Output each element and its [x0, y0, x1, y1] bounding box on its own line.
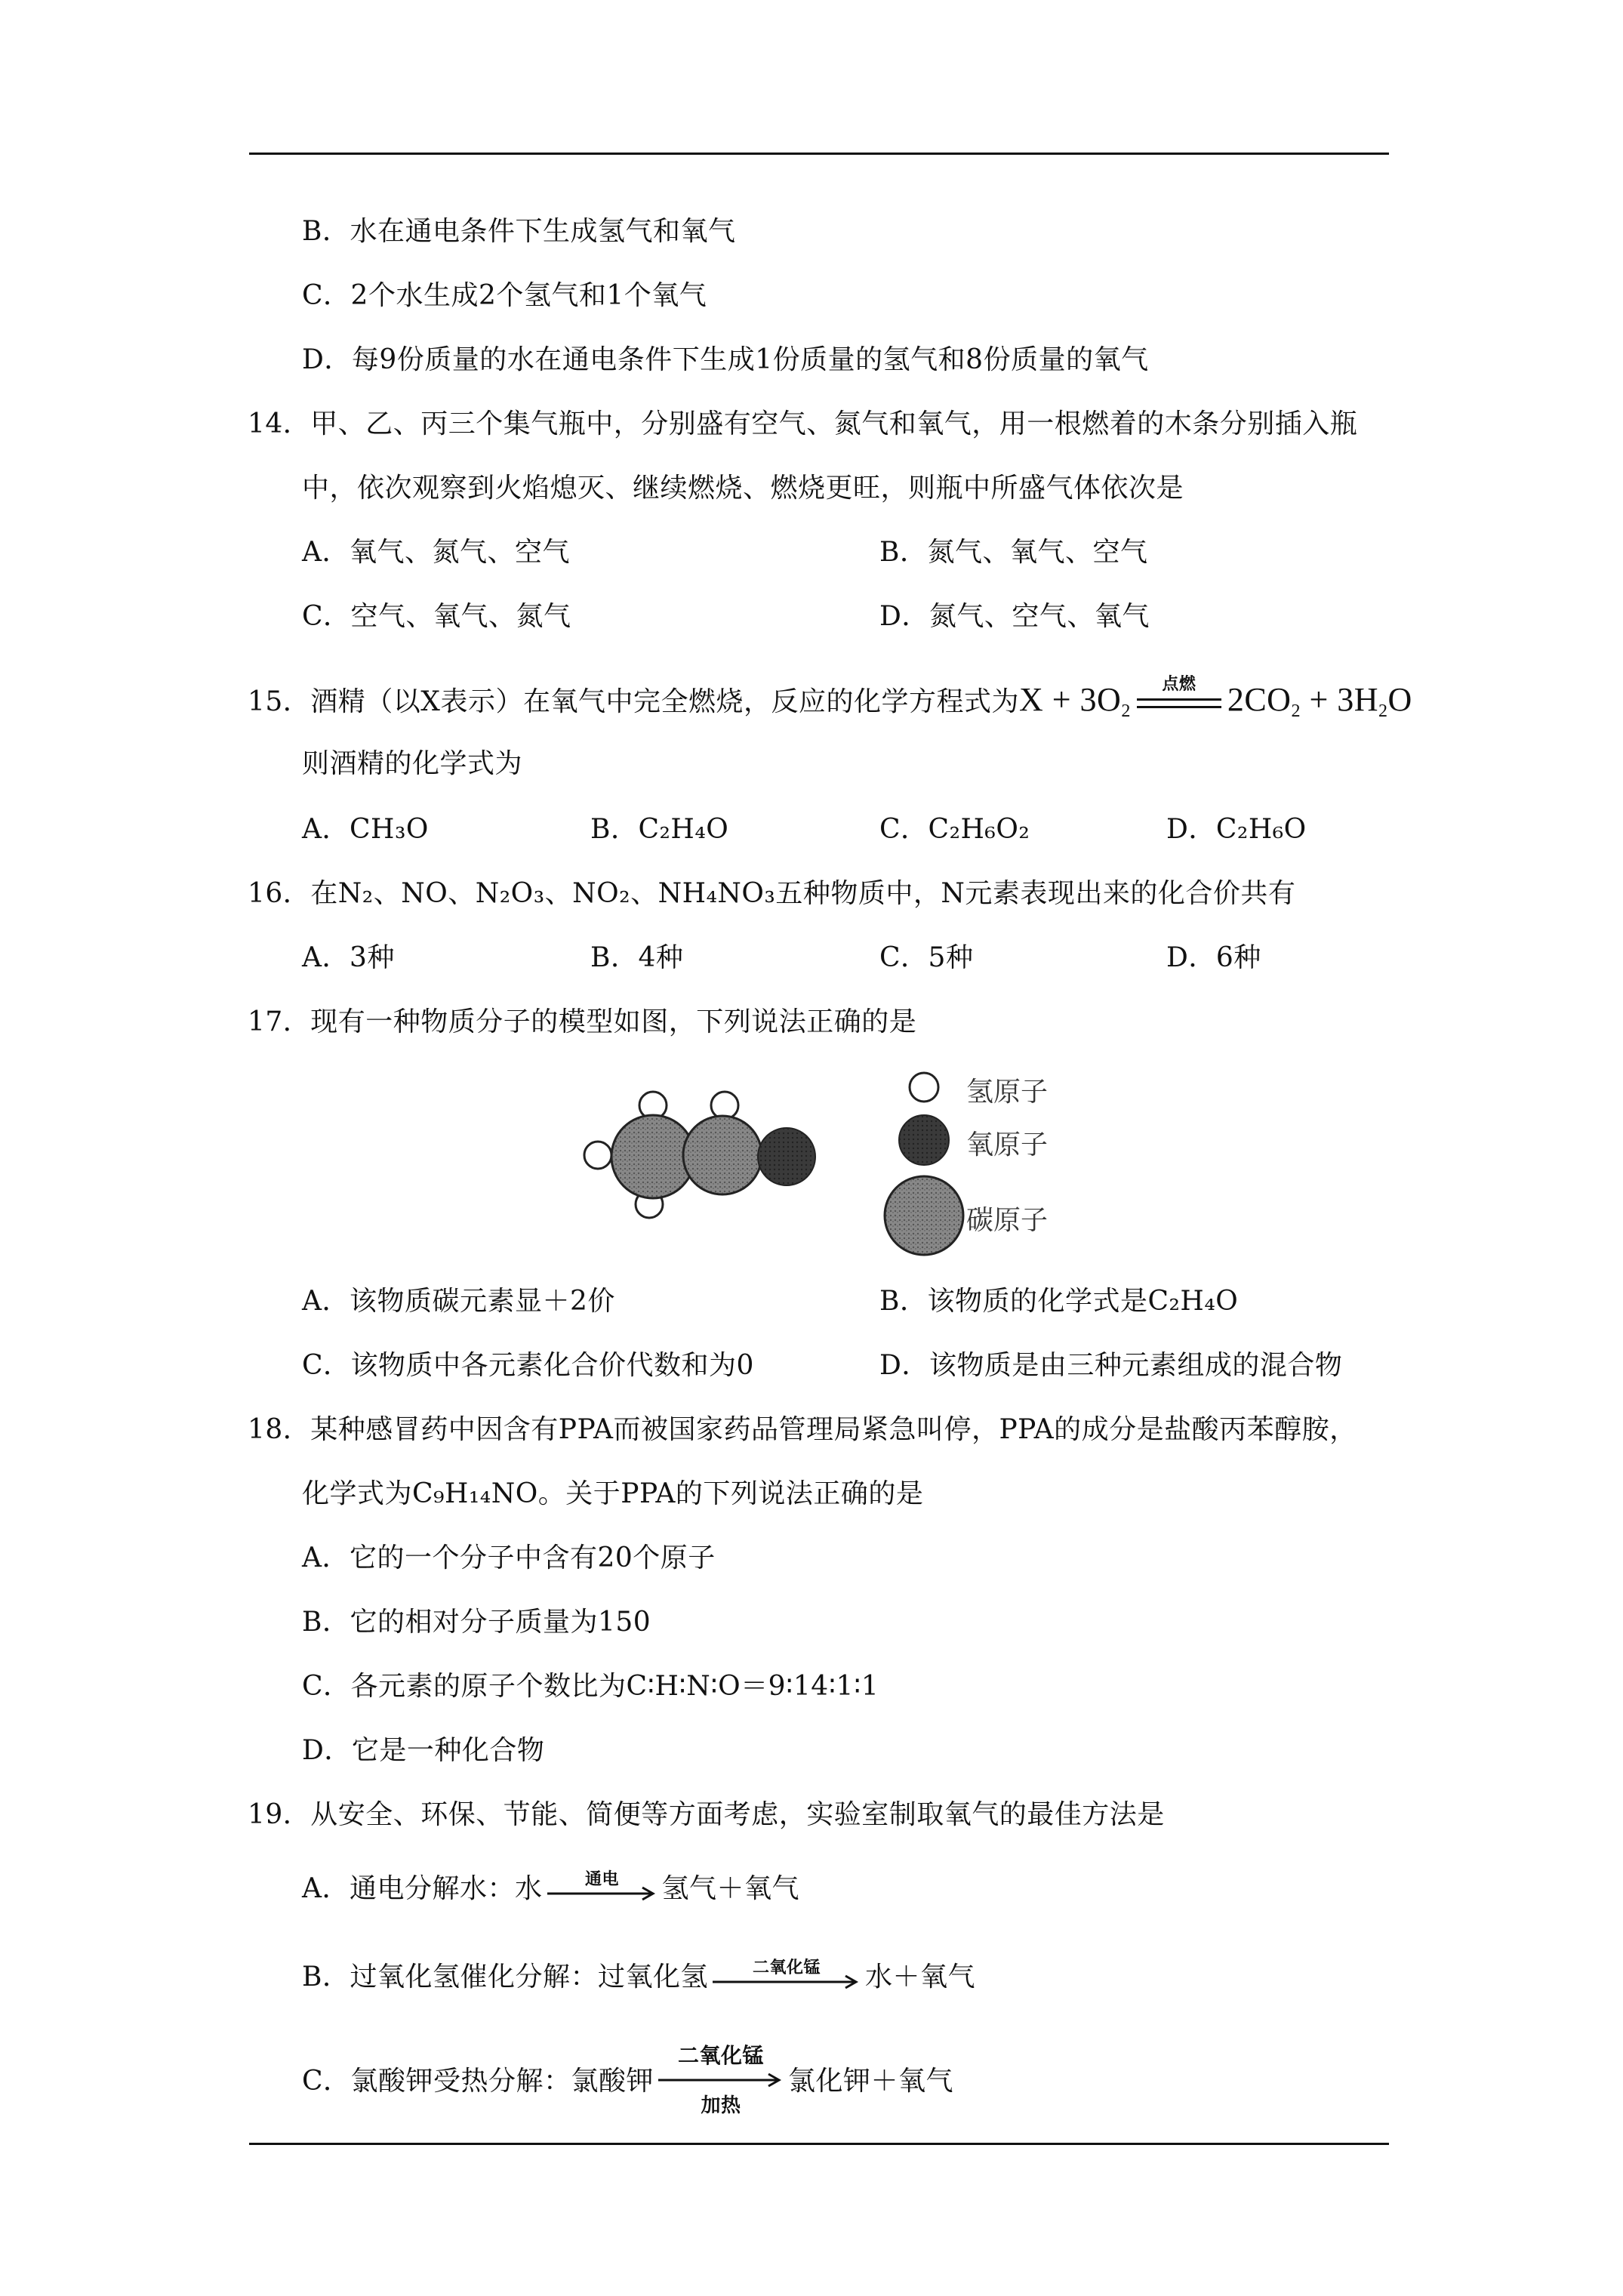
q15-option-b[interactable]: B．C₂H₄O	[590, 814, 729, 845]
q16-option-a[interactable]: A．3种	[302, 942, 395, 973]
option-text: 氯化钾＋氧气	[788, 2066, 954, 2097]
q18-option-a[interactable]: A．它的一个分子中含有20个原子	[302, 1542, 716, 1573]
arrow-icon	[657, 2073, 785, 2088]
q19-option-c[interactable]	[302, 2043, 954, 2117]
q17-option-c[interactable]: C．该物质中各元素化合价代数和为0	[302, 1350, 754, 1381]
header-rule	[249, 153, 1389, 155]
q15-option-a[interactable]: A．CH₃O	[302, 814, 429, 845]
option-text: B．过氧化氢催化分解：过氧化氢	[302, 1962, 708, 1992]
q15-stem-line1	[248, 674, 1412, 721]
q14-option-a[interactable]: A．氧气、氮气、空气	[302, 537, 570, 568]
equation-product-co2: 2CO	[1227, 681, 1292, 718]
atom-legend	[876, 1065, 1102, 1261]
option-text: 2个水生成2个氢气和1个氧气	[350, 280, 707, 311]
equation-reactants: X + 3O	[1018, 681, 1122, 718]
option-text: 每9份质量的水在通电条件下生成1份质量的氢气和8份质量的氧气	[351, 344, 1149, 375]
molecule-model-figure	[574, 1072, 830, 1253]
condition-label: 点燃	[1162, 674, 1196, 694]
legend-carbon-label: 碳原子	[966, 1205, 1049, 1236]
option-label: D．	[302, 344, 352, 375]
q18-stem-line2: 化学式为C₉H₁₄NO。关于PPA的下列说法正确的是	[302, 1478, 924, 1509]
q14-stem-line2: 中，依次观察到火焰熄灭、继续燃烧、燃烧更旺，则瓶中所盛气体依次是	[302, 473, 1184, 504]
q17-option-d[interactable]: D．该物质是由三种元素组成的混合物	[879, 1350, 1343, 1381]
legend-hydrogen-label: 氢原子	[966, 1077, 1049, 1108]
q19-stem: 19．从安全、环保、节能、简便等方面考虑，实验室制取氧气的最佳方法是	[248, 1799, 1165, 1830]
q16-stem: 16．在N₂、NO、N₂O₃、NO₂、NH₄NO₃五种物质中，N元素表现出来的化合价共有	[248, 878, 1296, 909]
q14-stem-line1: 14．甲、乙、丙三个集气瓶中，分别盛有空气、氮气和氧气，用一根燃着的木条分别插入瓶	[248, 408, 1358, 439]
q19-option-a[interactable]	[302, 1872, 799, 1907]
q17-option-b[interactable]: B．该物质的化学式是C₂H₄O	[879, 1286, 1239, 1317]
reaction-arrow	[657, 2043, 785, 2117]
condition-label: 加热	[701, 2094, 741, 2117]
combustion-equation: $X + 3O_2$ 点燃 $2CO_2 + 3H_2O$	[1019, 681, 1412, 718]
q19-option-b[interactable]	[302, 1961, 975, 1996]
condition-label: 二氧化锰	[678, 2043, 765, 2068]
q18-option-b[interactable]: B．它的相对分子质量为150	[302, 1607, 651, 1638]
reaction-arrow	[546, 1870, 659, 1907]
legend-symbols	[876, 1065, 966, 1261]
option-text: 水＋氧气	[864, 1962, 975, 1992]
q18-option-d[interactable]: D．它是一种化合物	[302, 1735, 545, 1766]
carbon-legend-icon	[885, 1176, 963, 1255]
q18-stem-line1: 18．某种感冒药中因含有PPA而被国家药品管理局紧急叫停，PPA的成分是盐酸丙苯醇胺，	[248, 1414, 1357, 1445]
arrow-icon	[711, 1974, 862, 1989]
arrow-icon	[546, 1886, 659, 1901]
option-text: C．氯酸钾受热分解：氯酸钾	[302, 2066, 654, 2097]
q15-stem-text: 15．酒精（以X表示）在氧气中完全燃烧，反应的化学方程式为	[248, 686, 1019, 717]
option-label: B．	[302, 216, 350, 247]
q16-option-d[interactable]: D．6种	[1166, 942, 1261, 973]
q17-option-a[interactable]: A．该物质碳元素显＋2价	[302, 1286, 615, 1317]
q13-option-c[interactable]	[302, 279, 707, 313]
q17-stem: 17．现有一种物质分子的模型如图，下列说法正确的是	[248, 1006, 917, 1037]
q16-option-b[interactable]: B．4种	[590, 942, 684, 973]
equation-condition	[1134, 674, 1224, 720]
reaction-arrow	[711, 1959, 862, 1996]
legend-oxygen-label: 氧原子	[966, 1130, 1049, 1160]
oxygen-atom	[758, 1128, 815, 1185]
condition-label: 二氧化锰	[752, 1959, 821, 1977]
hydrogen-legend-icon	[910, 1073, 938, 1102]
option-text: A．通电分解水：水	[302, 1873, 543, 1904]
q14-option-b[interactable]: B．氮气、氧气、空气	[879, 537, 1148, 568]
option-label: C．	[302, 280, 351, 311]
carbon-atom	[683, 1116, 762, 1194]
condition-label: 通电	[584, 1870, 619, 1889]
q13-option-d[interactable]	[302, 344, 1149, 377]
hydrogen-atom	[584, 1142, 611, 1169]
q14-option-d[interactable]: D．氮气、空气、氧气	[879, 601, 1150, 632]
q15-option-c[interactable]: C．C₂H₆O₂	[879, 814, 1030, 845]
q15-option-d[interactable]: D．C₂H₆O	[1166, 814, 1307, 845]
q14-option-c[interactable]: C．空气、氧气、氮气	[302, 601, 571, 632]
q15-stem-line2: 则酒精的化学式为	[302, 748, 523, 779]
equation-product-h2o: + 3H	[1300, 681, 1379, 718]
q16-option-c[interactable]: C．5种	[879, 942, 974, 973]
footer-rule	[249, 2143, 1389, 2145]
q13-option-b[interactable]	[302, 215, 735, 248]
oxygen-legend-icon	[899, 1115, 949, 1165]
option-text: 氢气＋氧气	[661, 1873, 800, 1904]
option-text: 水在通电条件下生成氢气和氧气	[350, 216, 736, 247]
q18-option-c[interactable]: C．各元素的原子个数比为C∶H∶N∶O＝9∶14∶1∶1	[302, 1671, 879, 1702]
carbon-atom	[611, 1115, 694, 1198]
equation-product-o: O	[1387, 681, 1412, 718]
